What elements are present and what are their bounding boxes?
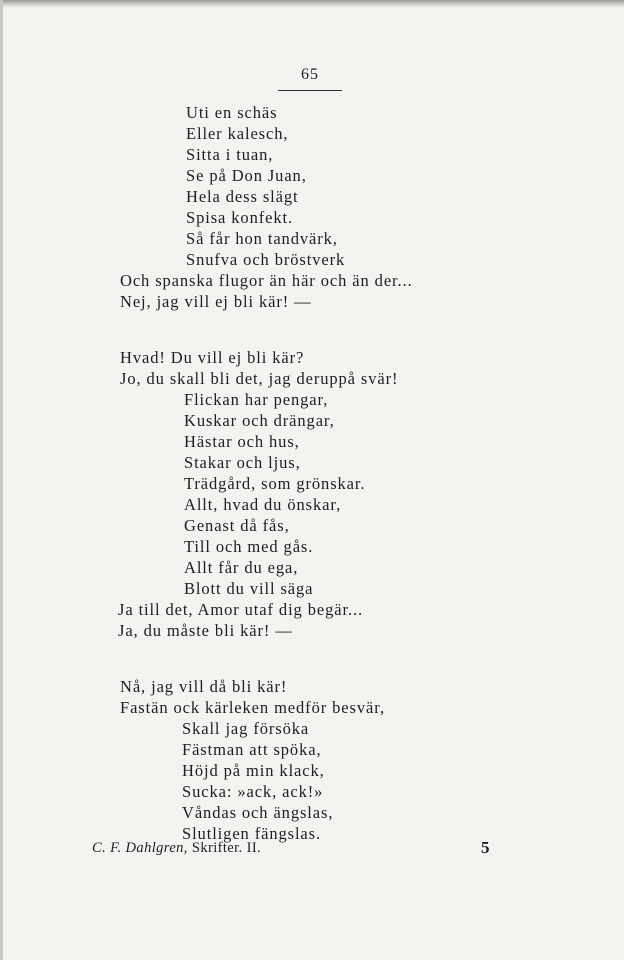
page-left-edge [0,0,3,960]
poem-line: Höjd på min klack, [182,761,325,780]
page-top-edge [0,0,624,8]
poem-line: Nej, jag vill ej bli kär! — [120,292,312,311]
poem-line: Nå, jag vill då bli kär! [120,677,288,696]
poem-line: Hästar och hus, [184,432,300,451]
poem-line: Hvad! Du vill ej bli kär? [120,348,305,367]
footer-signature-line [92,840,261,857]
signature-mark: 5 [481,838,490,857]
footer-title: Skrifter. II. [187,840,262,856]
poem-line: Sucka: »ack, ack!» [182,782,324,801]
poem-line: Ja till det, Amor utaf dig begär... [118,600,364,619]
poem-line: Blott du vill säga [184,579,314,598]
poem-line: Uti en schäs [186,103,278,122]
poem-line: Allt, hvad du önskar, [184,495,342,514]
footer-author: C. F. Dahlgren, [92,840,188,856]
poem-line: Så får hon tandvärk, [186,229,338,248]
poem-line: Till och med gås. [184,537,314,556]
poem-line: Hela dess slägt [186,187,299,206]
poem-line: Slutligen fängslas. [182,824,322,843]
header-rule [278,90,342,91]
poem-line: Sitta i tuan, [186,145,274,164]
poem-line: Trädgård, som grönskar. [184,474,366,493]
poem-line: Stakar och ljus, [184,453,301,472]
poem-line: Ja, du måste bli kär! — [118,621,293,640]
poem-line: Fastän ock kärleken medför besvär, [120,698,385,717]
poem-line: Allt får du ega, [184,558,299,577]
page-number: 65 [301,66,319,83]
poem-line: Skall jag försöka [182,719,310,738]
poem-line: Eller kalesch, [186,124,289,143]
poem-line: Spisa konfekt. [186,208,294,227]
poem-line: Jo, du skall bli det, jag deruppå svär! [120,369,399,388]
poem-line: Fästman att spöka, [182,740,322,759]
poem-line: Snufva och bröstverk [186,250,346,269]
poem-line: Genast då fås, [184,516,290,535]
poem-line: Se på Don Juan, [186,166,307,185]
poem-line: Kuskar och drängar, [184,411,335,430]
poem-line: Och spanska flugor än här och än der... [120,271,413,290]
poem-line: Flickan har pengar, [184,390,329,409]
poem-line: Våndas och ängslas, [182,803,334,822]
